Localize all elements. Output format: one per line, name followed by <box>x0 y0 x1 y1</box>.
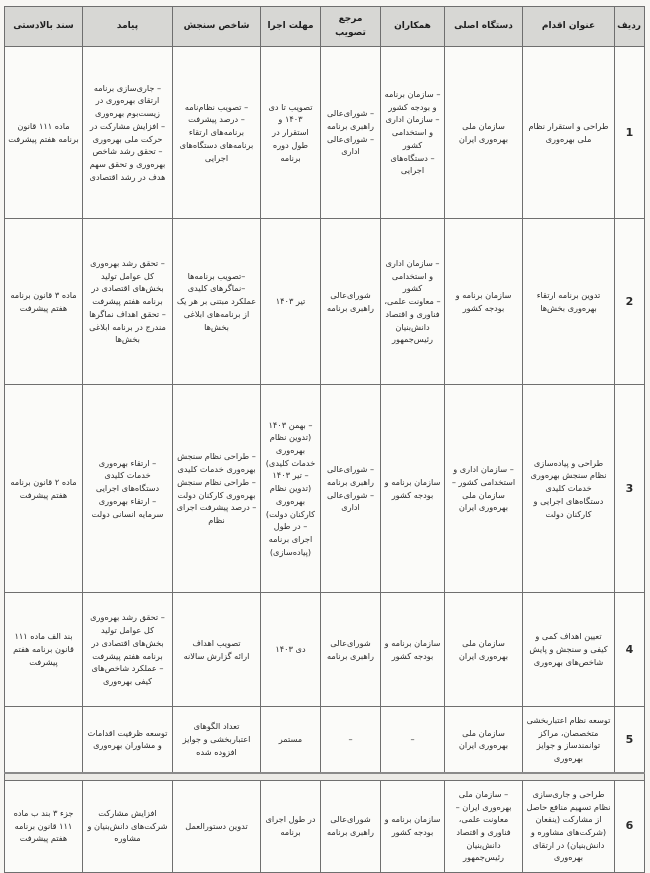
row-partners <box>381 780 445 872</box>
table-header-row <box>5 7 645 47</box>
action-plan-table <box>4 6 645 873</box>
row-num: 5 <box>615 707 645 773</box>
header-partners: همکاران <box>381 7 445 47</box>
partner-item: – معاونت علمی، فناوری و اقتصاد دانش‌بنیان رئیس‌جمهور <box>384 296 441 345</box>
table-row <box>5 385 645 593</box>
partner-item: سازمان برنامه و بودجه کشور <box>384 637 441 661</box>
row-outcome <box>83 385 173 593</box>
row-approval <box>321 707 381 773</box>
row-main-agency: سازمان ملی بهره‌وری ایران <box>445 707 523 773</box>
outcome-item: – تحقق رشد بهره‌وری کل عوامل تولید بخش‌های اقتصادی در برنامه هفتم پیشرفت <box>90 258 165 307</box>
row-num: 2 <box>615 219 645 385</box>
table-row <box>5 219 645 385</box>
indicator-item: تعداد الگوهای اعتباربخشی و جوایز افزوده شده <box>182 721 251 757</box>
header-num: ردیف <box>615 7 645 47</box>
row-outcome <box>83 780 173 872</box>
row-partners <box>381 593 445 707</box>
row-outcome <box>83 593 173 707</box>
row-deadline: – بهمن ۱۴۰۳ (تدوین نظام بهره‌وری خدمات کلیدی) – تیر ۱۴۰۳ (تدوین نظام بهره‌وری کارکنان دولت) – در طول اجرای برنامه (پیاده‌سازی) <box>261 385 321 593</box>
approval-item: شورای‌عالی راهبری برنامه <box>327 814 374 837</box>
row-indicator <box>173 707 261 773</box>
row-outcome <box>83 707 173 773</box>
header-upstream: سند بالادستی <box>5 7 83 47</box>
row-approval <box>321 385 381 593</box>
row-title: طراحی و پیاده‌سازی نظام سنجش بهره‌وری خدمات کلیدی دستگاه‌های اجرایی و کارکنان دولت <box>523 385 615 593</box>
header-main-agency: دستگاه اصلی <box>445 7 523 47</box>
row-main-agency: – سازمان ملی بهره‌وری ایران – معاونت علمی، فناوری و اقتصاد دانش‌بنیان رئیس‌جمهور <box>445 780 523 872</box>
indicator-item: تدوین دستورالعمل <box>185 820 248 831</box>
approval-item: – شورای‌عالی اداری <box>326 489 375 513</box>
row-approval <box>321 47 381 219</box>
row-upstream: جزء ۳ بند ب ماده ۱۱۱ قانون برنامه هفتم پیشرفت <box>5 780 83 872</box>
outcome-item: – ارتقاء بهره‌وری خدمات کلیدی دستگاه‌های اجرایی <box>95 457 160 494</box>
table-row <box>5 47 645 219</box>
table-row <box>5 780 645 872</box>
row-main-agency: سازمان برنامه و بودجه کشور <box>445 219 523 385</box>
header-approval: مرجع تصویب <box>321 7 381 47</box>
indicator-item: – طراحی نظام سنجش بهره‌وری خدمات کلیدی <box>177 451 256 475</box>
partner-item: – سازمان اداری و استخدامی کشور <box>385 258 440 294</box>
action-plan-sheet <box>4 6 644 863</box>
indicator-item: – تصویب نظام‌نامه <box>184 101 249 112</box>
row-deadline: تیر ۱۴۰۳ <box>261 219 321 385</box>
row-upstream: ماده ۲ قانون برنامه هفتم پیشرفت <box>5 385 83 593</box>
outcome-item: – تحقق اهداف نماگرها مندرج در برنامه ابلاغی بخش‌ها <box>89 308 166 345</box>
row-num: 3 <box>615 385 645 593</box>
header-outcome: پیامد <box>83 7 173 47</box>
page-break-strip <box>5 773 645 781</box>
row-indicator <box>173 385 261 593</box>
indicator-item: تصویب اهداف <box>192 637 241 648</box>
outcome-item: – ارتقاء بهره‌وری سرمایه انسانی دولت <box>91 495 164 519</box>
row-upstream: ماده ۳ قانون برنامه هفتم پیشرفت <box>5 219 83 385</box>
row-approval <box>321 593 381 707</box>
row-indicator <box>173 593 261 707</box>
partner-item: – سازمان اداری و استخدامی کشور <box>385 114 440 150</box>
page-break-band <box>5 773 645 781</box>
row-approval <box>321 219 381 385</box>
row-partners <box>381 385 445 593</box>
row-deadline: تصویب تا دی ۱۴۰۳ و استقرار در طول دوره برنامه <box>261 47 321 219</box>
indicator-item: –نماگرهای کلیدی عملکرد مبتنی بر هر یک از برنامه‌های ابلاغی بخش‌ها <box>176 283 257 332</box>
outcome-item: – جاری‌سازی برنامه ارتقای بهره‌وری در زیست‌بوم بهره‌وری <box>93 82 162 119</box>
row-title: توسعه نظام اعتباربخشی متخصصان، مراکز توانمندساز و جوایز بهره‌وری <box>523 707 615 773</box>
indicator-item: –تصویب برنامه‌ها <box>187 270 246 281</box>
row-deadline: در طول اجرای برنامه <box>261 780 321 872</box>
row-upstream <box>5 707 83 773</box>
row-partners <box>381 47 445 219</box>
header-title: عنوان اقدام <box>523 7 615 47</box>
row-main-agency: سازمان ملی بهره‌وری ایران <box>445 593 523 707</box>
row-title: طراحی و استقرار نظام ملی بهره‌وری <box>523 47 615 219</box>
row-partners <box>381 219 445 385</box>
partner-item: سازمان برنامه و بودجه کشور <box>384 476 441 500</box>
row-num: 1 <box>615 47 645 219</box>
indicator-item: – درصد پیشرفت برنامه‌های ارتقاء برنامه‌های دستگاه‌های اجرایی <box>179 114 254 163</box>
row-deadline: مستمر <box>261 707 321 773</box>
row-num: 4 <box>615 593 645 707</box>
row-main-agency: سازمان ملی بهره‌وری ایران <box>445 47 523 219</box>
approval-item: – شورای‌عالی اداری <box>326 133 375 157</box>
header-indicator: شاخص سنجش <box>173 7 261 47</box>
partner-item: سازمان برنامه و بودجه کشور <box>384 814 441 837</box>
header-deadline: مهلت اجرا <box>261 7 321 47</box>
row-outcome <box>83 47 173 219</box>
row-partners <box>381 707 445 773</box>
approval-item: شورای‌عالی راهبری برنامه <box>327 289 374 313</box>
outcome-item: – افزایش مشارکت در حرکت ملی بهره‌وری <box>89 120 166 144</box>
row-num: 6 <box>615 780 645 872</box>
table-row <box>5 707 645 773</box>
outcome-item: – عملکرد شاخص‌های کیفی بهره‌وری <box>91 663 164 686</box>
approval-item: – <box>348 733 353 744</box>
row-title: تعیین اهداف کمی و کیفی و سنجش و پایش شاخص‌های بهره‌وری <box>523 593 615 707</box>
partner-item: – <box>410 733 415 744</box>
indicator-item: – درصد پیشرفت اجرای نظام <box>176 502 257 525</box>
approval-item: – شورای‌عالی راهبری برنامه <box>326 108 375 131</box>
row-main-agency: – سازمان اداری و استخدامی کشور – سازمان ملی بهره‌وری ایران <box>445 385 523 593</box>
row-title: طراحی و جاری‌سازی نظام تسهیم منافع حاصل از مشارکت (ینفعان (شرکت‌های مشاوره و دانش‌بنیان) در ارتقای بهره‌وری <box>523 780 615 872</box>
partner-item: – سازمان برنامه و بودجه کشور <box>384 89 441 112</box>
outcome-item: توسعه ظرفیت اقدامات و مشاوران بهره‌وری <box>87 727 168 751</box>
approval-item: – شورای‌عالی راهبری برنامه <box>326 464 375 487</box>
row-upstream: بند الف ماده ۱۱۱ قانون برنامه هفتم پیشرفت <box>5 593 83 707</box>
approval-item: شورای‌عالی راهبری برنامه <box>327 637 374 661</box>
indicator-item: – طراحی نظام سنجش بهره‌وری کارکنان دولت <box>177 476 256 500</box>
row-indicator <box>173 219 261 385</box>
indicator-item: ارائه گزارش سالانه <box>183 650 250 661</box>
outcome-item: – تحقق رشد شاخص بهره‌وری و تحقق سهم هدف در رشد اقتصادی <box>89 146 166 182</box>
row-deadline: دی ۱۴۰۳ <box>261 593 321 707</box>
table-row <box>5 593 645 707</box>
row-title: تدوین برنامه ارتقاء بهره‌وری بخش‌ها <box>523 219 615 385</box>
row-approval <box>321 780 381 872</box>
row-outcome <box>83 219 173 385</box>
outcome-item: افزایش مشارکت شرکت‌های دانش‌بنیان و مشاوره <box>87 807 168 844</box>
outcome-item: – تحقق رشد بهره‌وری کل عوامل تولید بخش‌های اقتصادی در برنامه هفتم پیشرفت <box>90 612 165 661</box>
row-upstream: ماده ۱۱۱ قانون برنامه هفتم پیشرفت <box>5 47 83 219</box>
row-indicator <box>173 47 261 219</box>
row-indicator <box>173 780 261 872</box>
partner-item: – دستگاه‌های اجرایی <box>390 152 435 176</box>
